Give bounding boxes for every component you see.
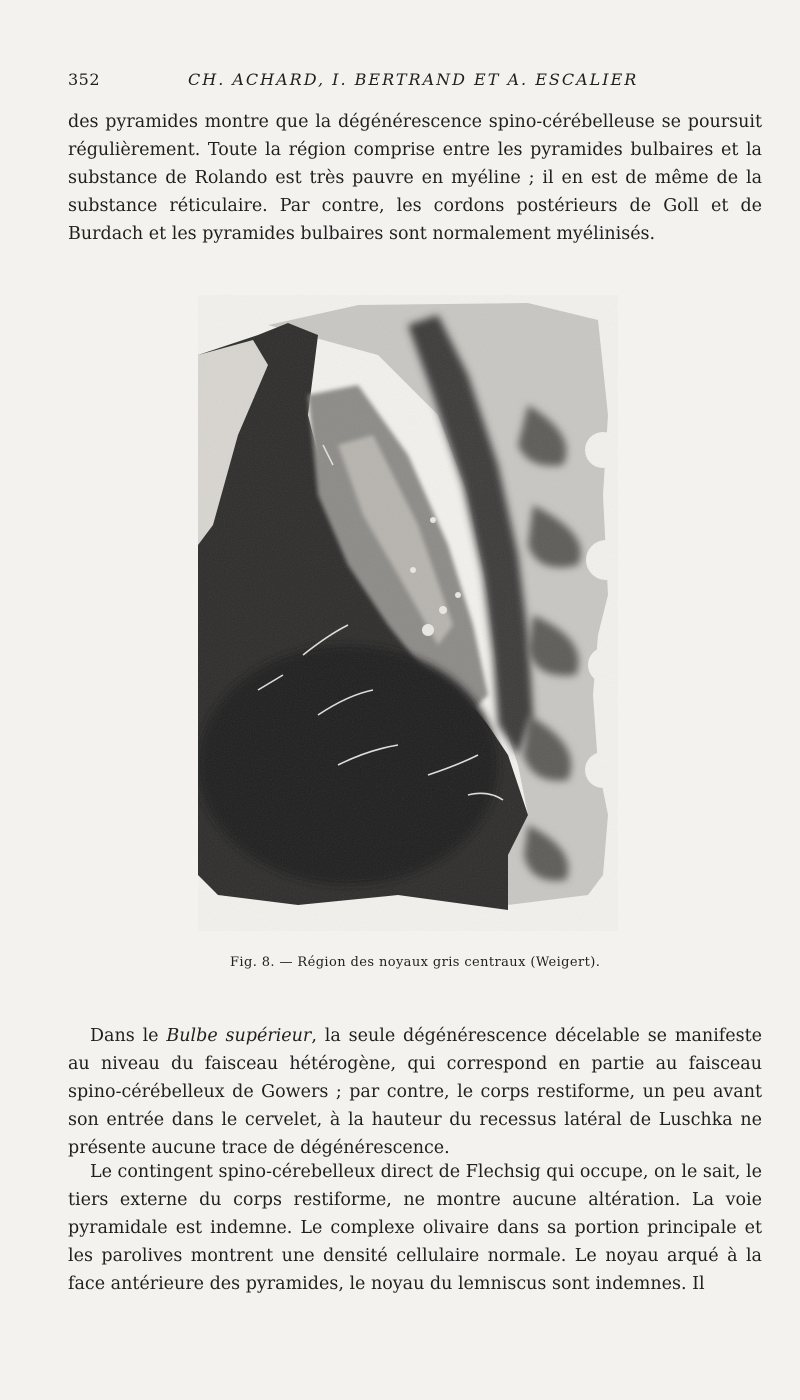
paragraph-2-italic: Bulbe supérieur (166, 1026, 312, 1046)
brain-section-micrograph (198, 295, 618, 931)
paragraph-3-text: Le contingent spino-cérebelleux direct de Flechsig qui occupe, on le sait, le tiers externe du corps restiforme, ne montre aucune altération. La voie pyramidale est indemne. Le complexe olivaire dans sa portion principale et les parolives montrent une densité cellulaire normale. Le noyau arqué à la face antérieure des pyramides, le noyau du lemniscus sont indemnes. Il (68, 1162, 762, 1294)
paragraph-2-rest: , la seule dégénérescence décelable se manifeste au niveau du faisceau hétérogène, qui correspond en partie au faisceau spino-cérébelleux de Gowers ; par contre, le corps restiforme, un peu avant son entrée dans le cervelet, à la hauteur du recessus latéral de Luschka ne présente aucune trace de dégénérescence. (68, 1026, 762, 1158)
page-number: 352 (68, 70, 101, 89)
paragraph-2-text (68, 1022, 762, 1162)
paragraph-3 (68, 1158, 762, 1298)
figure-caption: Fig. 8. — Région des noyaux gris centraux (Weigert). (230, 955, 601, 970)
paragraph-1-text: des pyramides montre que la dégénérescence spino-cérébelleuse se poursuit régulièrement. Toute la région comprise entre les pyramides bulbaires et la substance de Rolando est très pauvre en myéline ; il en est de même de la substance réticulaire. Par contre, les cordons postérieurs de Goll et de Burdach et les pyramides bulbaires sont normalement myélinisés. (68, 112, 762, 244)
paragraph-2-lead: Dans le (90, 1026, 167, 1046)
figure-brain-section (198, 295, 618, 931)
running-title: CH. ACHARD, I. BERTRAND ET A. ESCALIER (188, 70, 639, 89)
running-head (68, 70, 768, 94)
paragraph-1 (68, 108, 762, 248)
paragraph-2 (68, 1022, 762, 1162)
